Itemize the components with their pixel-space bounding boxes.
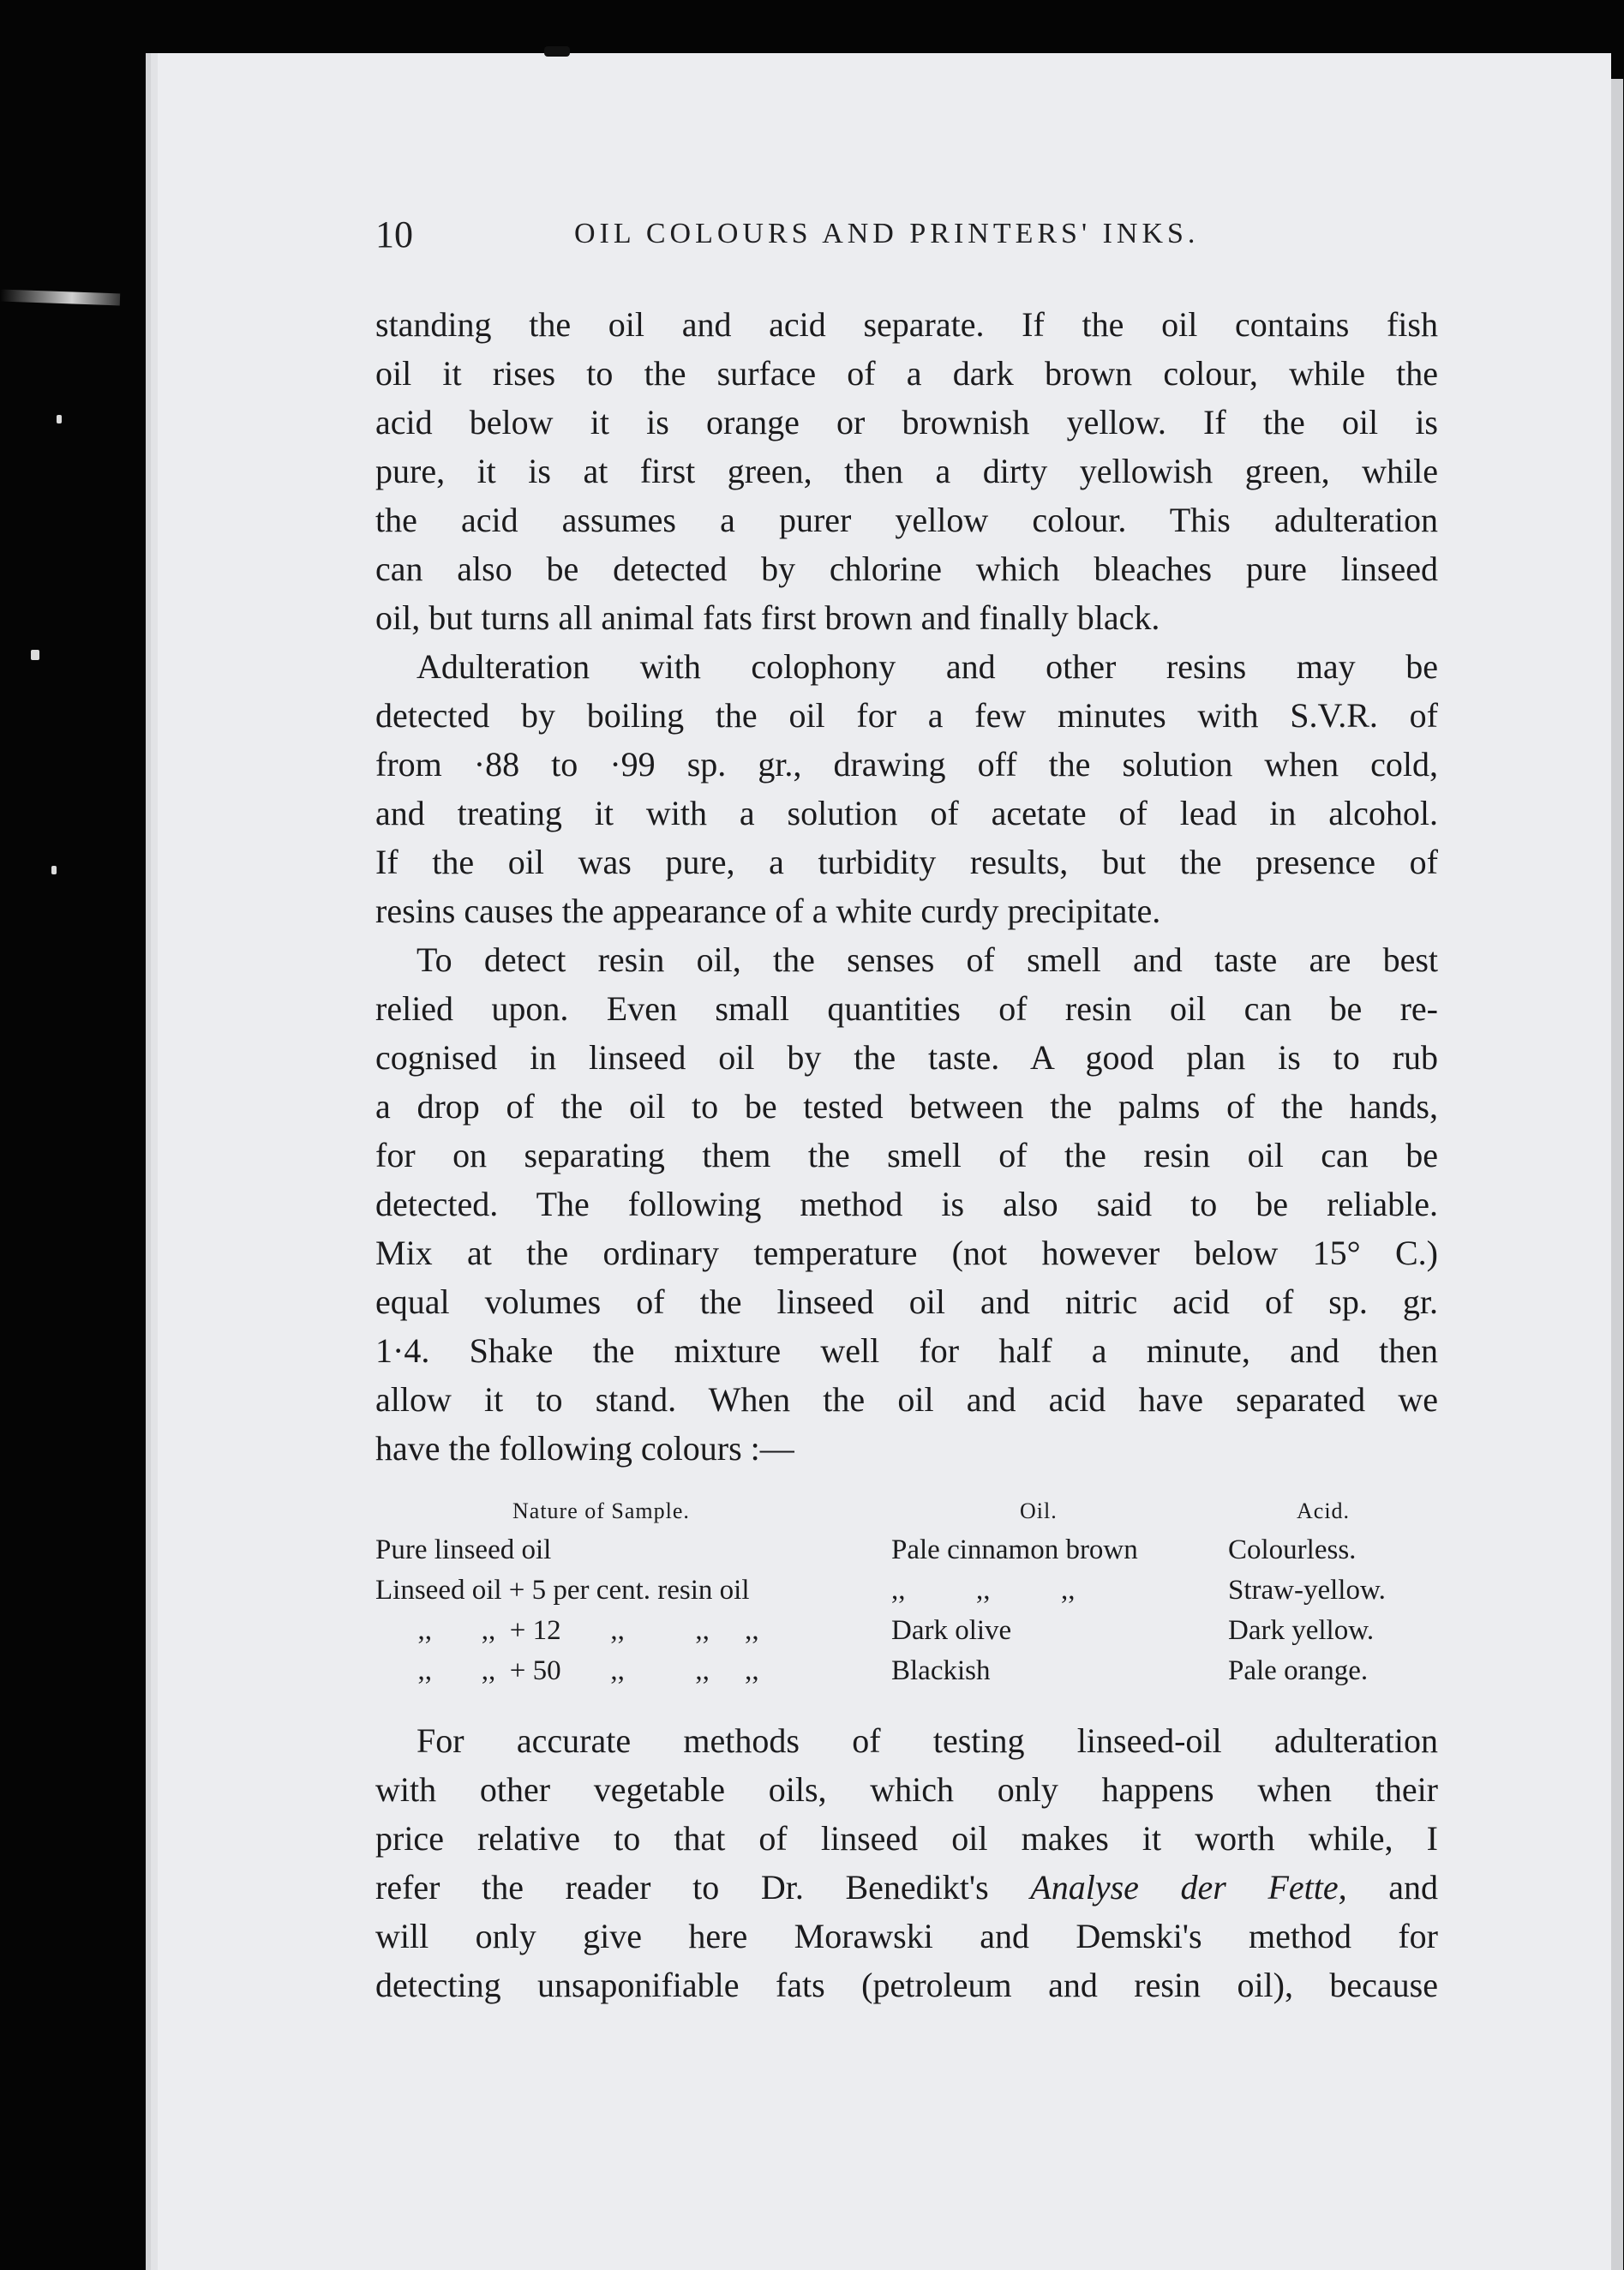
table-row bbox=[375, 1655, 1438, 1696]
table-cell-acid: Dark yellow. bbox=[1228, 1615, 1375, 1646]
table-row bbox=[375, 1534, 1438, 1575]
table-cell-oil: ,, ,, ,, bbox=[891, 1575, 1076, 1606]
text-line: To detect resin oil, the senses of smell and taste are best bbox=[416, 940, 1438, 979]
text-line: with other vegetable oils, which only happens when their bbox=[375, 1770, 1438, 1809]
text-line: and treating it with a solution of acetate of lead in alcohol. bbox=[375, 794, 1438, 832]
table-row bbox=[375, 1615, 1438, 1655]
closing-paragraph bbox=[375, 1716, 1438, 2009]
scan-speck bbox=[31, 650, 39, 660]
table-cell-oil: Dark olive bbox=[891, 1615, 1012, 1646]
text-line: can also be detected by chlorine which bleaches pure linseed bbox=[375, 549, 1438, 588]
text-line: detected by boiling the oil for a few minutes with S.V.R. of bbox=[375, 696, 1438, 735]
page-number: 10 bbox=[375, 213, 413, 255]
text-line: equal volumes of the linseed oil and nitric acid of sp. gr. bbox=[375, 1282, 1438, 1321]
text-line: For accurate methods of testing linseed-oil adulteration bbox=[416, 1721, 1438, 1760]
text-line: resins causes the appearance of a white curdy precipitate. bbox=[375, 892, 1161, 930]
table-cell-oil: Blackish bbox=[891, 1655, 991, 1686]
text-line: pure, it is at first green, then a dirty yellowish green, while bbox=[375, 452, 1438, 490]
text-line: oil, but turns all animal fats first brown and finally black. bbox=[375, 598, 1160, 637]
text-line: a drop of the oil to be tested between the palms of the hands, bbox=[375, 1087, 1438, 1126]
text-line: for on separating them the smell of the resin oil can be bbox=[375, 1136, 1438, 1174]
table-cell-sample: Pure linseed oil bbox=[375, 1534, 552, 1565]
text-line: the acid assumes a purer yellow colour. This adulteration bbox=[375, 501, 1438, 539]
paragraph bbox=[375, 642, 1438, 935]
table-header-row bbox=[375, 1498, 1438, 1534]
table-cell-sample: ,, ,, + 12 ,, ,, ,, bbox=[375, 1615, 759, 1646]
text-line: Mix at the ordinary temperature (not however below 15° C.) bbox=[375, 1234, 1438, 1272]
table-cell-acid: Colourless. bbox=[1228, 1534, 1357, 1565]
text-line: Adulteration with colophony and other resins may be bbox=[416, 647, 1438, 686]
table-cell-oil: Pale cinnamon brown bbox=[891, 1534, 1138, 1565]
body-text bbox=[375, 300, 1438, 1473]
text-line: oil it rises to the surface of a dark brown colour, while the bbox=[375, 354, 1438, 393]
scan-edge-artifact bbox=[0, 290, 120, 306]
paragraph bbox=[375, 300, 1438, 642]
text-line: acid below it is orange or brownish yellow. If the oil is bbox=[375, 403, 1438, 441]
table-cell-sample: Linseed oil + 5 per cent. resin oil bbox=[375, 1575, 750, 1606]
page-header bbox=[375, 213, 1438, 264]
running-title: OIL COLOURS AND PRINTERS' INKS. bbox=[574, 218, 1200, 249]
text-line: will only give here Morawski and Demski's method for bbox=[375, 1917, 1438, 1955]
text-line: If the oil was pure, a turbidity results, but the presence of bbox=[375, 843, 1438, 881]
text-line: have the following colours :— bbox=[375, 1429, 794, 1468]
text-line bbox=[375, 1863, 1438, 1912]
column-header-sample: Nature of Sample. bbox=[512, 1498, 690, 1523]
table-body bbox=[375, 1534, 1438, 1696]
table-row bbox=[375, 1575, 1438, 1615]
scan-speck bbox=[57, 415, 62, 423]
scan-binding-mark bbox=[544, 46, 570, 57]
text-line: from ·88 to ·99 sp. gr., drawing off the solution when cold, bbox=[375, 745, 1438, 784]
text-line: relied upon. Even small quantities of resin oil can be re- bbox=[375, 989, 1438, 1028]
text-fragment: and bbox=[1346, 1868, 1438, 1907]
paragraph bbox=[375, 935, 1438, 1473]
table-cell-acid: Straw-yellow. bbox=[1228, 1575, 1386, 1606]
text-line: detected. The following method is also said to be reliable. bbox=[375, 1185, 1438, 1223]
colour-results-table bbox=[375, 1498, 1438, 1696]
text-line: standing the oil and acid separate. If the oil contains fish bbox=[375, 305, 1438, 344]
paragraph bbox=[375, 1716, 1438, 2009]
table-cell-sample: ,, ,, + 50 ,, ,, ,, bbox=[375, 1655, 759, 1686]
book-title-italic: Analyse der Fette, bbox=[1030, 1868, 1347, 1907]
text-line: cognised in linseed oil by the taste. A good plan is to rub bbox=[375, 1038, 1438, 1077]
text-line: price relative to that of linseed oil makes it worth while, I bbox=[375, 1819, 1438, 1858]
scan-speck bbox=[51, 866, 57, 874]
text-fragment: refer the reader to Dr. Benedikt's bbox=[375, 1868, 1031, 1907]
column-header-acid: Acid. bbox=[1297, 1498, 1351, 1523]
text-line: detecting unsaponifiable fats (petroleum and resin oil), because bbox=[375, 1966, 1438, 2004]
text-line: 1·4. Shake the mixture well for half a minute, and then bbox=[375, 1331, 1438, 1370]
text-line: allow it to stand. When the oil and acid have separated we bbox=[375, 1380, 1438, 1419]
table-cell-acid: Pale orange. bbox=[1228, 1655, 1369, 1686]
column-header-oil: Oil. bbox=[1020, 1498, 1058, 1523]
